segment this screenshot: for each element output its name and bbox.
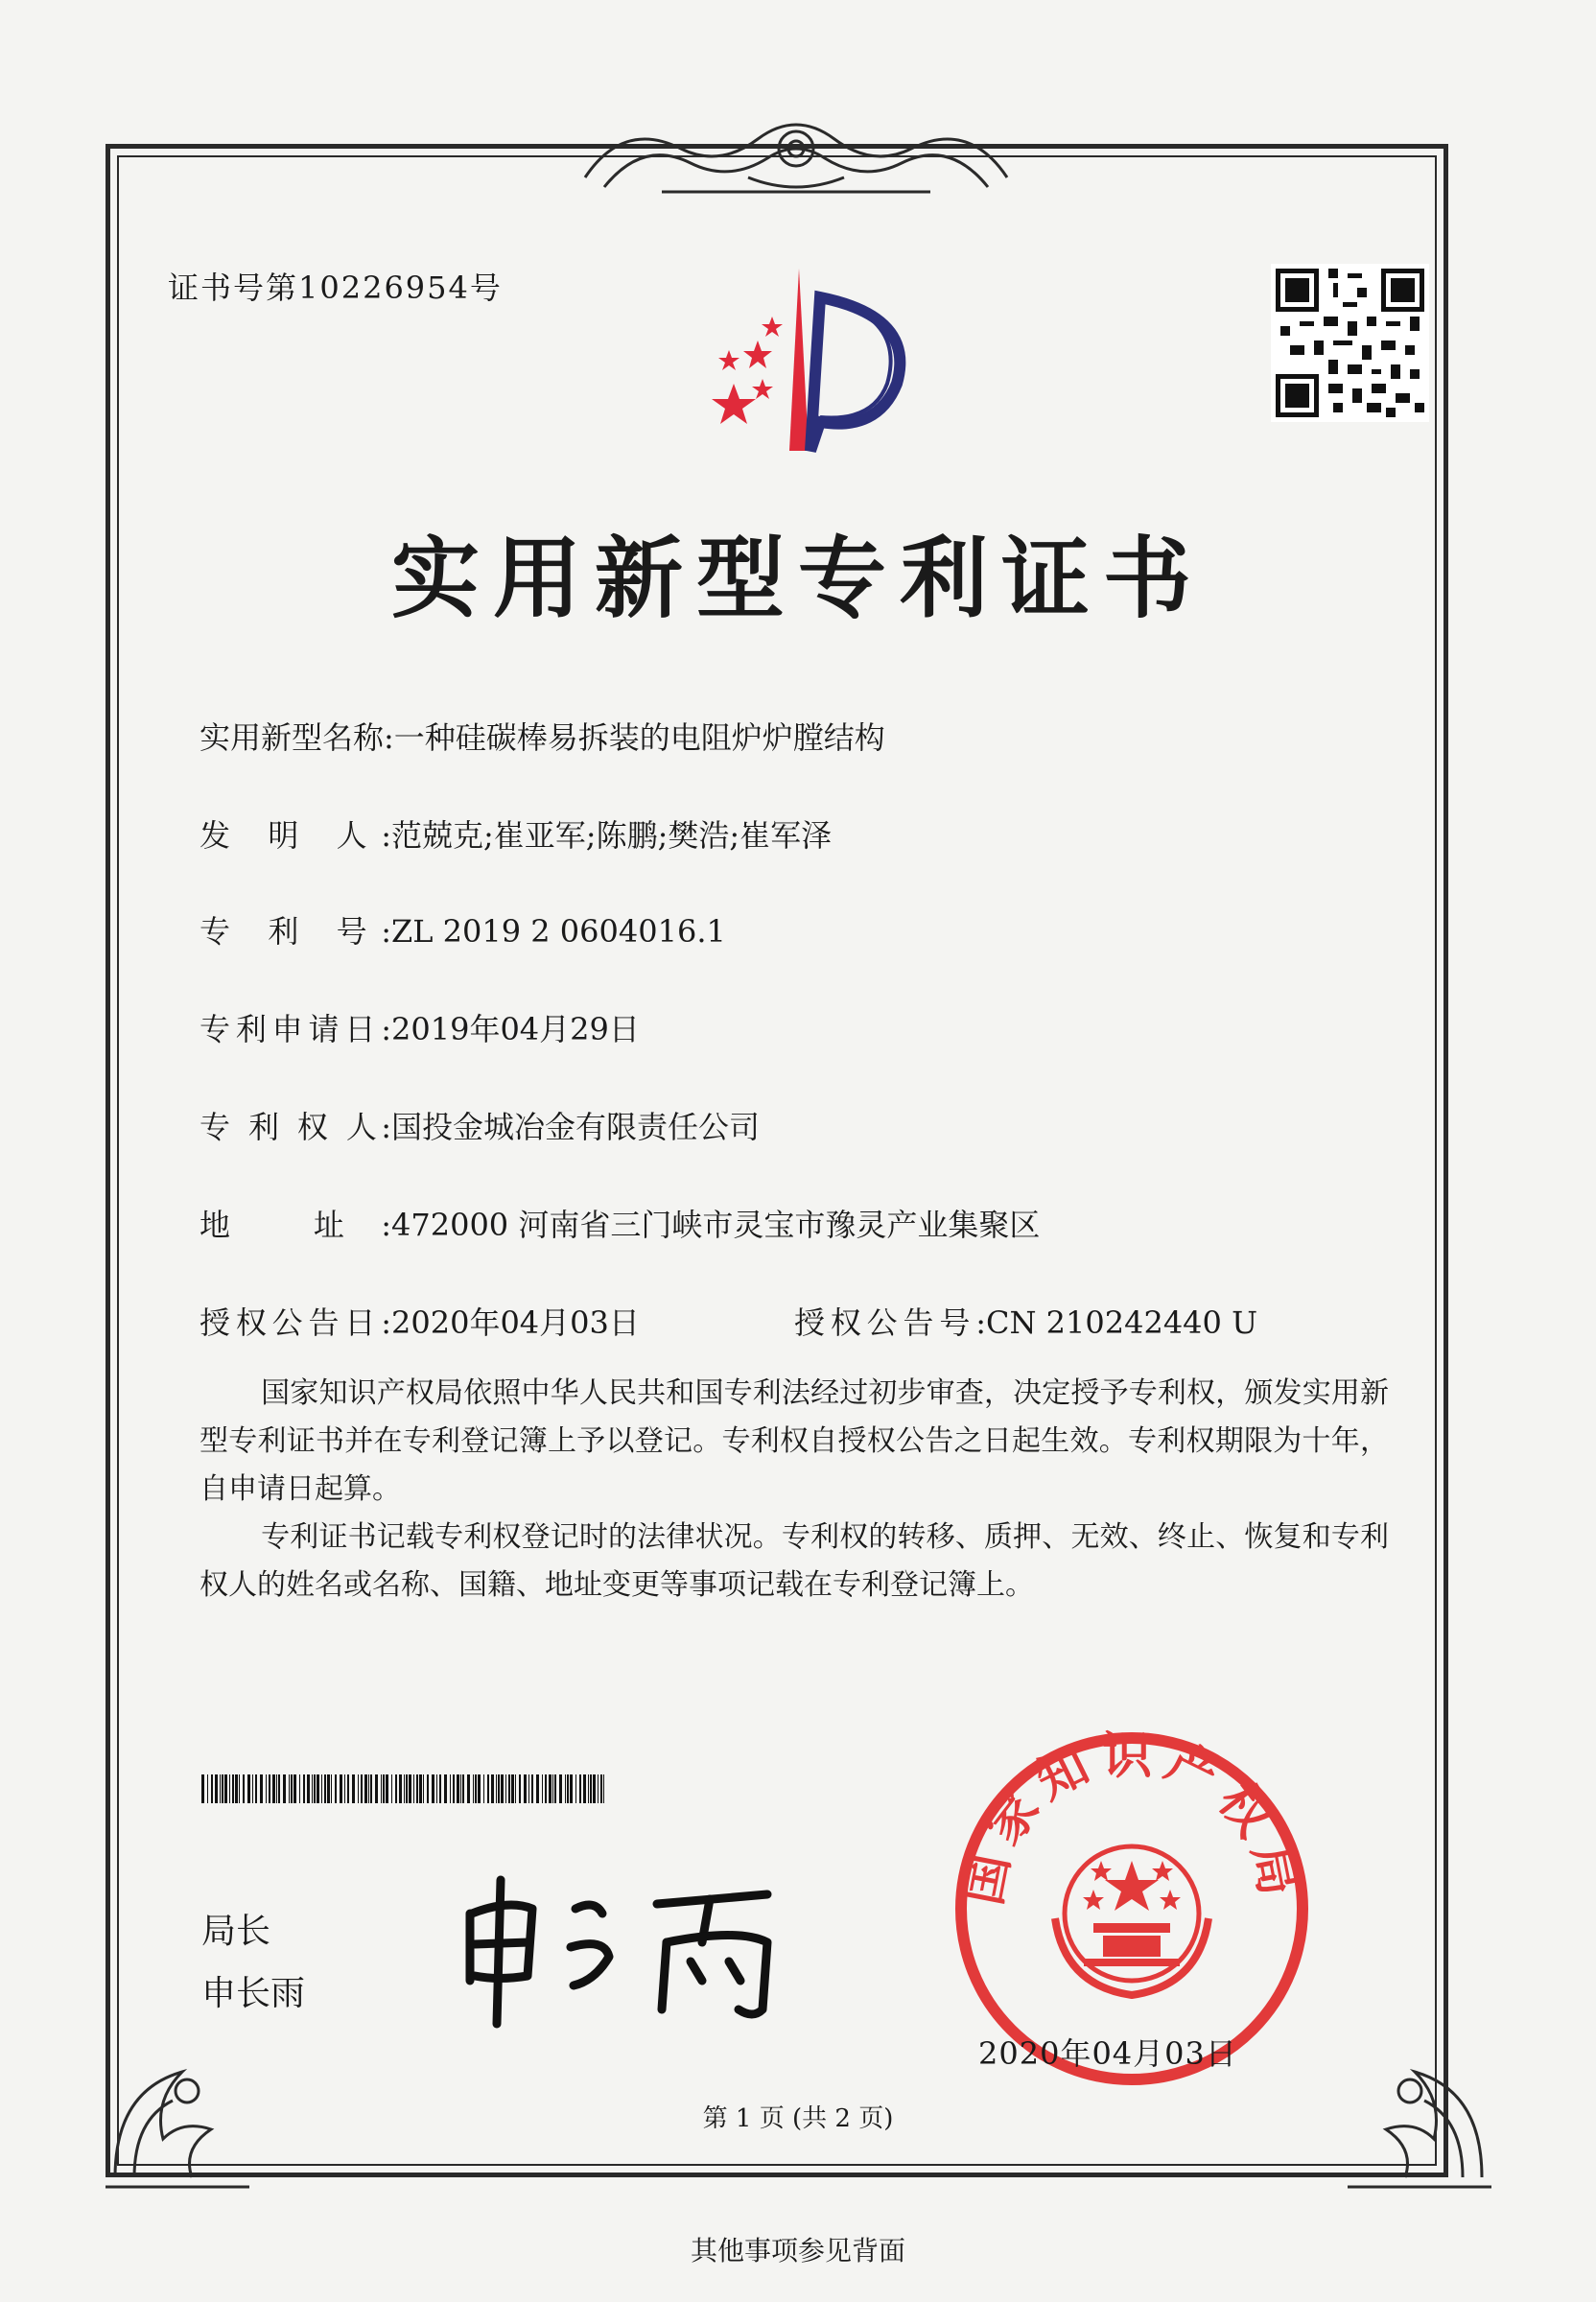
- grant-date-row: [200, 1299, 640, 1343]
- address-value: 472000 河南省三门峡市灵宝市豫灵产业集聚区: [391, 1207, 1041, 1243]
- application-date-value: 2019年04月29日: [391, 1011, 640, 1047]
- legal-paragraph-1: [200, 1370, 1389, 1514]
- qr-code-icon: [1271, 264, 1429, 422]
- seal-date: 2020年04月03日: [978, 2035, 1237, 2072]
- director-name: 申长雨: [201, 1974, 306, 2013]
- top-ornament-icon: [566, 101, 1026, 206]
- inventors-label: 发 明 人:: [200, 817, 391, 854]
- legal-paragraph-1-text: 国家知识产权局依照中华人民共和国专利法经过初步审查，决定授予专利权，颁发实用新型专利证书并在专利登记簿上予以登记。专利权自授权公告之日起生效。专利权期限为十年，自申请日起算。: [200, 1376, 1389, 1506]
- patent-number-row: [200, 907, 726, 951]
- patent-number-value: ZL 2019 2 0604016.1: [391, 913, 726, 950]
- grant-number-value: CN 210242440 U: [986, 1304, 1258, 1341]
- patentee-row: [200, 1103, 760, 1147]
- utility-model-name-value: 一种硅碳棒易拆装的电阻炉炉膛结构: [393, 719, 885, 756]
- application-date-row: [200, 1005, 640, 1049]
- cnipa-emblem-icon: [676, 259, 926, 460]
- grant-number-label: 授权公告号:: [794, 1304, 986, 1341]
- inventors-value: 范兢克;崔亚军;陈鹏;樊浩;崔军泽: [391, 817, 833, 854]
- footer-note: 其他事项参见背面: [690, 2235, 905, 2267]
- director-signature-icon: [451, 1866, 815, 2038]
- page-number: 第 1 页 (共 2 页): [702, 2104, 894, 2133]
- barcode-icon: [201, 1774, 604, 1803]
- address-label: 地 址:: [200, 1207, 391, 1243]
- patent-number-label: 专 利 号:: [200, 913, 391, 950]
- utility-model-name-label: 实用新型名称:: [200, 719, 394, 756]
- grant-number-row: [794, 1299, 1257, 1343]
- utility-model-name-row: [200, 714, 885, 758]
- address-row: [200, 1201, 1040, 1245]
- seal-text: 国家知识产权局: [954, 1727, 1309, 1910]
- application-date-label: 专利申请日:: [200, 1011, 391, 1047]
- inventors-row: [200, 811, 832, 856]
- legal-paragraph-2-text: 专利证书记载专利权登记时的法律状况。专利权的转移、质押、无效、终止、恢复和专利权人的姓名或名称、国籍、地址变更等事项记载在专利登记簿上。: [200, 1520, 1389, 1602]
- certificate-number: 证书号第10226954号: [168, 270, 503, 306]
- legal-paragraph-2: [200, 1514, 1389, 1609]
- patentee-value: 国投金城冶金有限责任公司: [391, 1109, 761, 1145]
- grant-date-label: 授权公告日:: [200, 1304, 391, 1341]
- grant-date-value: 2020年04月03日: [391, 1304, 640, 1341]
- director-title: 局长: [201, 1912, 271, 1951]
- patentee-label: 专 利 权 人:: [200, 1109, 391, 1145]
- certificate-title: 实用新型专利证书: [390, 527, 1205, 630]
